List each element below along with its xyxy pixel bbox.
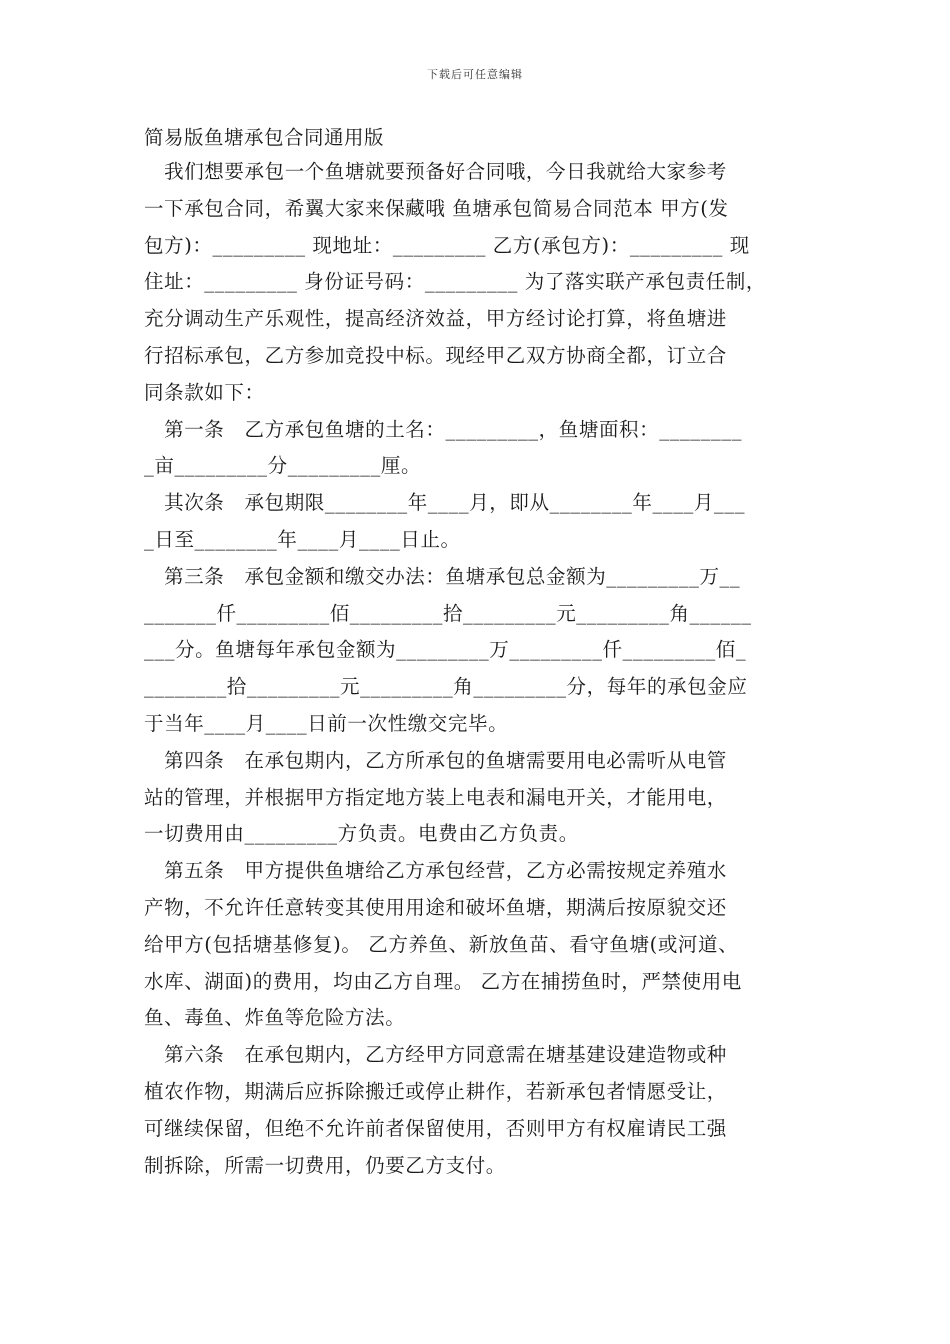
- paragraph-line: 行招标承包，乙方参加竞投中标。现经甲乙双方协商全都，订立合: [144, 343, 727, 367]
- paragraph-line: 一下承包合同，希翼大家来保藏哦 鱼塘承包简易合同范本 甲方(发: [144, 196, 729, 220]
- article-4-line: 第四条 在承包期内，乙方所承包的鱼塘需要用电必需听从电管: [144, 748, 727, 772]
- article-6-line: 植农作物，期满后应拆除搬迁或停止耕作，若新承包者情愿受让，: [144, 1079, 727, 1103]
- article-4-line: 站的管理，并根据甲方指定地方装上电表和漏电开关，才能用电，: [144, 785, 727, 809]
- article-5-line: 产物，不允许任意转变其使用用途和破坏鱼塘，期满后按原貌交还: [144, 895, 727, 919]
- article-2-line: _日至________年____月____日止。: [144, 527, 461, 551]
- article-6-line: 第六条 在承包期内，乙方经甲方同意需在塘基建设建造物或种: [144, 1043, 727, 1067]
- article-5-line: 第五条 甲方提供鱼塘给乙方承包经营，乙方必需按规定养殖水: [144, 859, 727, 883]
- header-note: 下载后可任意编辑: [427, 68, 523, 81]
- article-6-line: 制拆除，所需一切费用，仍要乙方支付。: [144, 1153, 506, 1177]
- article-3-line: 于当年____月____日前一次性缴交完毕。: [144, 711, 509, 735]
- document-body: [144, 122, 808, 1184]
- article-6-line: 可继续保留，但绝不允许前者保留使用，否则甲方有权雇请民工强: [144, 1116, 727, 1140]
- article-1-line: 第一条 乙方承包鱼塘的土名：_________，鱼塘面积：________: [144, 417, 743, 441]
- article-5-line: 鱼、毒鱼、炸鱼等危险方法。: [144, 1006, 406, 1030]
- article-1-line: _亩_________分_________厘。: [144, 454, 422, 478]
- paragraph-line: 住址：_________ 身份证号码：_________ 为了落实联产承包责任制，: [144, 270, 766, 294]
- article-3-line: ___分。鱼塘每年承包金额为_________万_________仟_________佰_: [144, 638, 747, 662]
- article-5-line: 给甲方(包括塘基修复)。 乙方养鱼、新放鱼苗、看守鱼塘(或河道、: [144, 932, 739, 956]
- document-title: 简易版鱼塘承包合同通用版: [144, 126, 385, 149]
- article-3-line: 第三条 承包金额和缴交办法：鱼塘承包总金额为_________万__: [144, 564, 741, 588]
- paragraph-line: 包方)：_________ 现地址：_________ 乙方(承包方)：_________ 现: [144, 233, 750, 257]
- article-5-line: 水库、湖面)的费用，均由乙方自理。 乙方在捕捞鱼时，严禁使用电: [144, 969, 742, 993]
- article-3-line: _______仟_________佰_________拾_________元_________角______: [144, 601, 752, 625]
- paragraph-line: 充分调动生产乐观性，提高经济效益，甲方经讨论打算，将鱼塘进: [144, 307, 727, 331]
- article-2-line: 其次条 承包期限________年____月，即从________年____月___: [144, 491, 746, 515]
- paragraph-line: 同条款如下：: [144, 380, 265, 404]
- paragraph-line: 我们想要承包一个鱼塘就要预备好合同哦，今日我就给大家参考: [144, 160, 727, 183]
- article-4-line: 一切费用由_________方负责。电费由乙方负责。: [144, 822, 579, 846]
- article-3-line: ________拾_________元_________角_________分，每年的承包金应: [144, 675, 748, 699]
